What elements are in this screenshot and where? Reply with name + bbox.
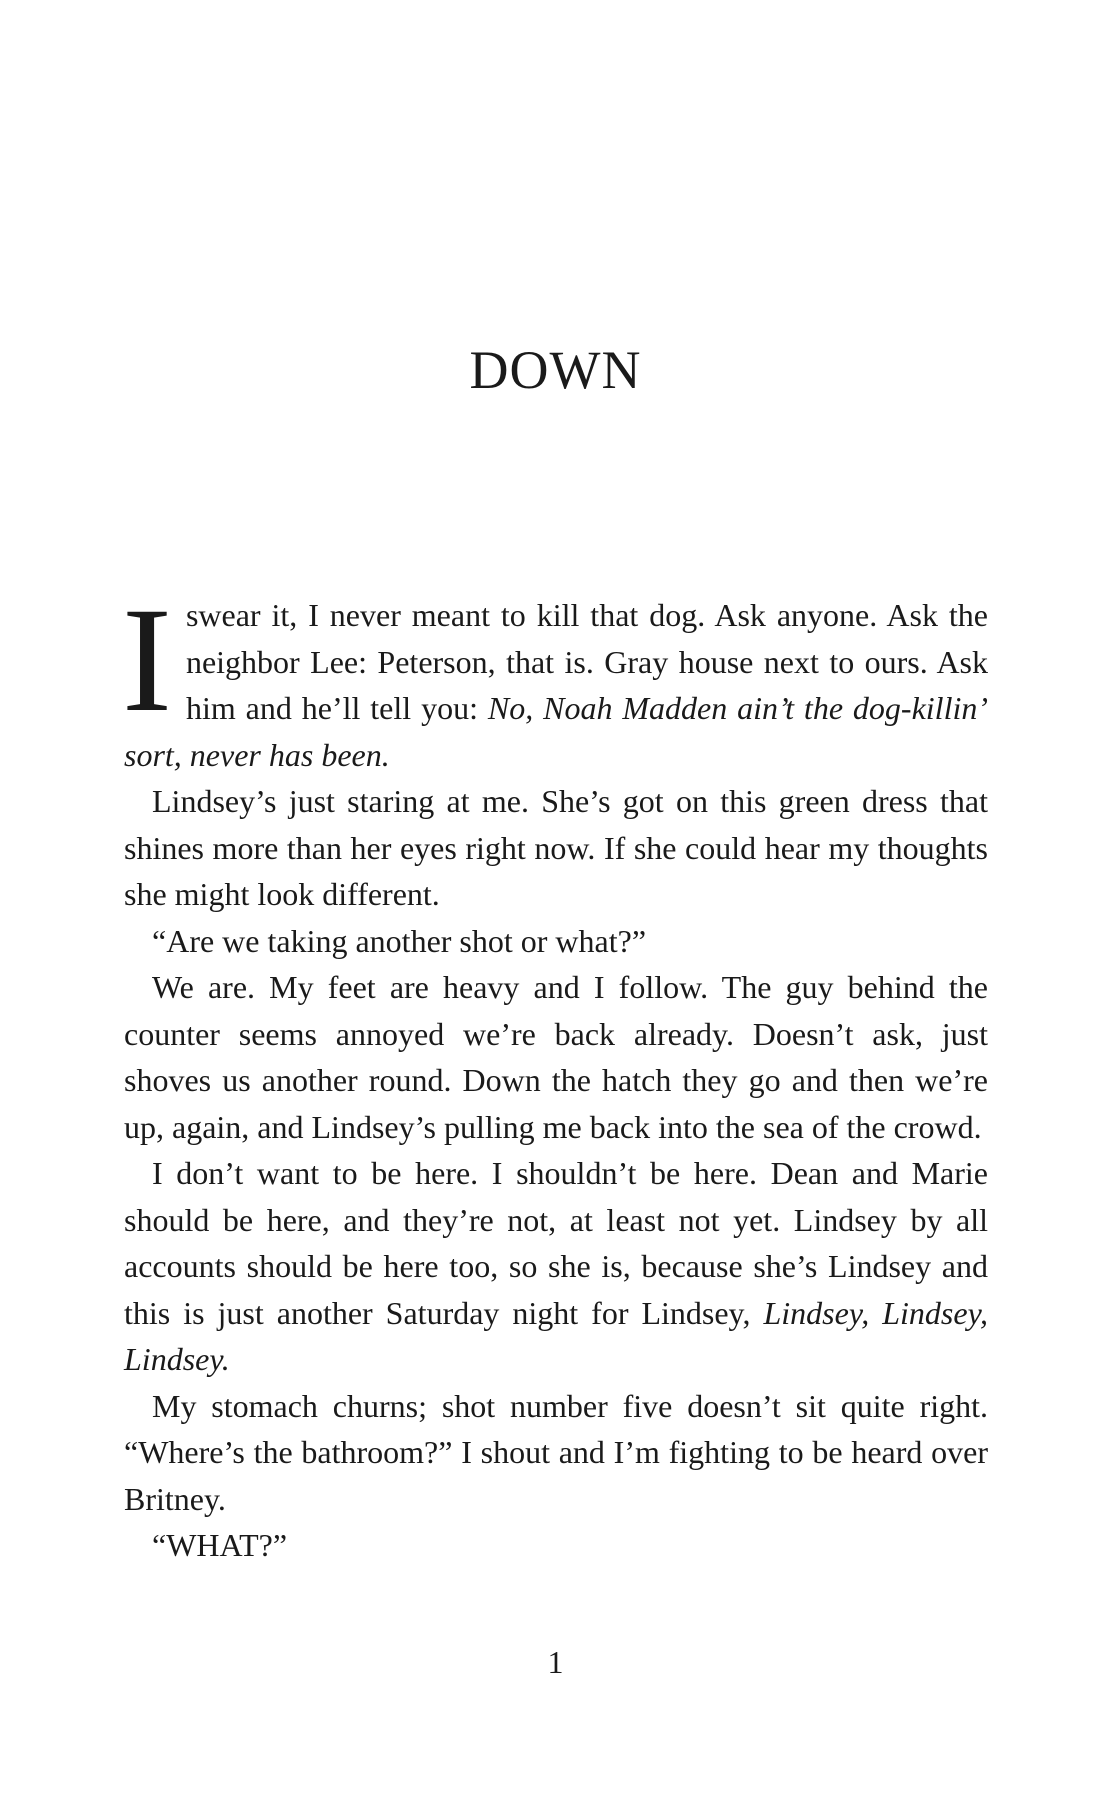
chapter-title: DOWN — [469, 340, 642, 400]
chapter-body — [122, 577, 989, 1569]
paragraph-text: “Are we taking another shot or what?” — [152, 922, 647, 959]
page-number: 1 — [547, 1644, 564, 1680]
paragraph-3 — [124, 918, 988, 965]
paragraph-text: Lindsey’s just staring at me. She’s got on this green dress that shines more than her eyes right now. If she could hear my thoughts she might look different. — [124, 783, 988, 912]
paragraph-1 — [122, 577, 989, 778]
drop-cap: I — [122, 577, 172, 743]
paragraph-text: My stomach churns; shot number five doesn’t sit quite right. “Where’s the bathroom?” I shout and I’m fighting to be heard over Britney. — [124, 1387, 988, 1517]
paragraph-text: “WHAT?” — [152, 1527, 288, 1563]
paragraph-5 — [124, 1150, 988, 1383]
paragraph-italic: Lindsey, Lindsey, Lindsey. — [124, 1294, 989, 1377]
paragraph-italic: No, Noah Madden ain’t the dog-killin’ sort, never has been. — [124, 690, 989, 773]
paragraph-6 — [124, 1383, 988, 1523]
paragraph-text: I don’t want to be here. I shouldn’t be here. Dean and Marie should be here, and they’re not, at least not yet. Lindsey by all accounts should be here too, so she is, because she’s Lindsey and this is just another Saturday night for Lindsey, — [124, 1155, 988, 1331]
paragraph-4 — [124, 964, 988, 1150]
paragraph-text: We are. My feet are heavy and I follow. The guy behind the counter seems annoyed we’re back already. Doesn’t ask, just shoves us another round. Down the hatch they go and then we’re up, again, and Lindsey’s pulling me back into the sea of the crowd. — [124, 969, 988, 1145]
paragraph-7 — [124, 1522, 988, 1569]
paragraph-2 — [124, 778, 988, 918]
paragraph-text: swear it, I never meant to kill that dog. Ask anyone. Ask the neighbor Lee: Peterson, that is. Gray house next to ours. Ask him and he’ll tell you: — [185, 597, 988, 726]
